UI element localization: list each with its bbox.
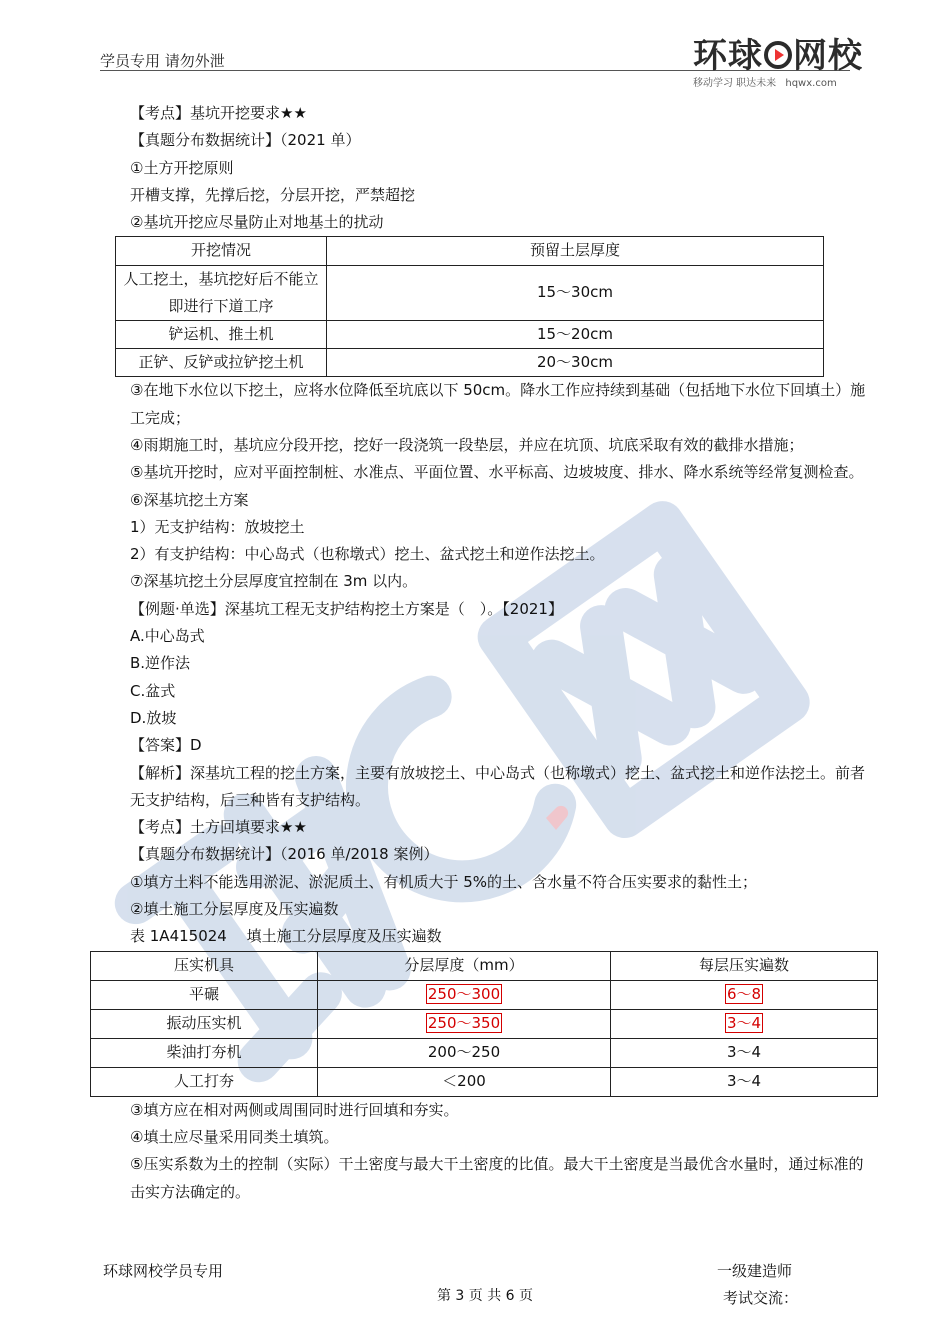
- logo-slogan: 移动学习 职达未来: [693, 78, 777, 89]
- logo-text-1: 环球: [693, 36, 763, 76]
- footer-left-note: 环球网校学员专用: [103, 1262, 224, 1280]
- paragraph: 1）无支护结构：放坡挖土: [130, 517, 305, 536]
- table-cell: 平碾: [91, 980, 318, 1009]
- kaodian-heading-2: 【考点】土方回填要求★★: [130, 818, 307, 837]
- paragraph: ⑤压实系数为土的控制（实际）干土密度与最大干土密度的比值。最大干土密度是当最优含水量时，通过标准的击实方法确定的。: [130, 1155, 864, 1201]
- compaction-table: [90, 951, 878, 1097]
- cell-text: 人工挖土，基坑挖好后不能立即进行下道工序: [123, 269, 319, 315]
- footer-exchange-label: 考试交流：: [723, 1289, 799, 1307]
- logo-text-2: 网校: [793, 36, 863, 76]
- paragraph: ①填方土料不能选用淤泥、淤泥质土、有机质大于 5%的土、含水量不符合压实要求的黏性土；: [130, 872, 758, 891]
- table-cell: [318, 1009, 611, 1038]
- table-cell: [611, 1009, 878, 1038]
- paragraph: ⑦深基坑挖土分层厚度宜控制在 3m 以内。: [130, 572, 418, 591]
- brand-logo: [693, 28, 863, 90]
- table-cell: 3～4: [611, 1067, 878, 1096]
- table-header-cell: 分层厚度（mm）: [318, 951, 611, 980]
- table-cell: 振动压实机: [91, 1009, 318, 1038]
- logo-play-icon: [764, 41, 792, 69]
- option-b: B.逆作法: [130, 654, 191, 673]
- table-row: [91, 1038, 878, 1067]
- soil-reserve-table: [115, 236, 824, 377]
- highlighted-value: 6～8: [726, 984, 762, 1003]
- answer: 【答案】D: [130, 736, 202, 755]
- document-body: [100, 100, 870, 1206]
- stats-line-1: 【真题分布数据统计】（2021 单）: [130, 131, 361, 150]
- table-row: [91, 980, 878, 1009]
- table-cell: 柴油打夯机: [91, 1038, 318, 1067]
- paragraph: ④雨期施工时，基坑应分段开挖，挖好一段浇筑一段垫层，并应在坑顶、坑底采取有效的截排水措施；: [130, 435, 804, 454]
- header-confidential-note: 学员专用 请勿外泄: [100, 52, 225, 70]
- table-cell: 正铲、反铲或拉铲挖土机: [116, 349, 327, 377]
- table-row: [116, 349, 824, 377]
- table-cell: 15～30cm: [327, 265, 824, 320]
- paragraph: ③填方应在相对两侧或周围同时进行回填和夯实。: [130, 1100, 459, 1119]
- logo-wordmark: [693, 28, 863, 77]
- table-header-row: [116, 237, 824, 265]
- principle-text: 开槽支撑，先撑后挖，分层开挖，严禁超挖: [130, 185, 416, 204]
- table-cell: 200～250: [318, 1038, 611, 1067]
- paragraph: ⑥深基坑挖土方案: [130, 490, 249, 509]
- paragraph: ②填土施工分层厚度及压实遍数: [130, 900, 339, 919]
- paragraph: ⑤基坑开挖时，应对平面控制桩、水准点、平面位置、水平标高、边坡坡度、排水、降水系统等经常复测检查。: [130, 463, 864, 482]
- table-header-cell: 开挖情况: [116, 237, 327, 265]
- table-caption: 表 1A415024 填土施工分层厚度及压实遍数: [130, 927, 442, 946]
- paragraph: ③在地下水位以下挖土，应将水位降低至坑底以下 50cm。降水工作应持续到基础（包括地下水位下回填土）施工完成；: [130, 381, 866, 427]
- table-row: [91, 1009, 878, 1038]
- table-cell: [318, 980, 611, 1009]
- table-header-cell: 预留土层厚度: [327, 237, 824, 265]
- table-cell: 铲运机、推土机: [116, 320, 327, 348]
- page-number: 第 3 页 共 6 页: [436, 1288, 534, 1304]
- analysis: 【解析】深基坑工程的挖土方案，主要有放坡挖土、中心岛式（也称墩式）挖土、盆式挖土和逆作法挖土。前者无支护结构，后三种皆有支护结构。: [130, 763, 866, 809]
- highlighted-value: 3～4: [726, 1013, 762, 1032]
- option-a: A.中心岛式: [130, 627, 205, 646]
- kaodian-heading-1: 【考点】基坑开挖要求★★: [130, 104, 307, 122]
- table-header-cell: 每层压实遍数: [611, 951, 878, 980]
- table-row: [116, 320, 824, 348]
- table-header-row: [91, 951, 878, 980]
- paragraph: ④填土应尽量采用同类土填筑。: [130, 1127, 339, 1146]
- table-header-cell: 压实机具: [91, 951, 318, 980]
- highlighted-value: 250～350: [427, 1013, 501, 1032]
- option-d: D.放坡: [130, 708, 177, 727]
- paragraph: 2）有支护结构：中心岛式（也称墩式）挖土、盆式挖土和逆作法挖土。: [130, 545, 605, 564]
- table-cell: [116, 265, 327, 320]
- table-row: [116, 265, 824, 320]
- table-cell: ＜200: [318, 1067, 611, 1096]
- stats-line-2: 【真题分布数据统计】（2016 单/2018 案例）: [130, 845, 439, 864]
- disturbance-heading: ②基坑开挖应尽量防止对地基土的扰动: [130, 213, 384, 232]
- table-cell: [611, 980, 878, 1009]
- option-c: C.盆式: [130, 681, 176, 700]
- principle-heading: ①土方开挖原则: [130, 158, 234, 177]
- table-cell: 15～20cm: [327, 320, 824, 348]
- table-cell: 人工打夯: [91, 1067, 318, 1096]
- table-cell: 3～4: [611, 1038, 878, 1067]
- highlighted-value: 250～300: [427, 984, 501, 1003]
- table-cell: 20～30cm: [327, 349, 824, 377]
- example-question: 【例题·单选】深基坑工程无支护结构挖土方案是（ ）。【2021】: [130, 599, 563, 618]
- footer-exam-name: 一级建造师: [717, 1262, 793, 1280]
- logo-url: hqwx.com: [785, 78, 837, 89]
- table-row: [91, 1067, 878, 1096]
- logo-subline: [693, 74, 843, 89]
